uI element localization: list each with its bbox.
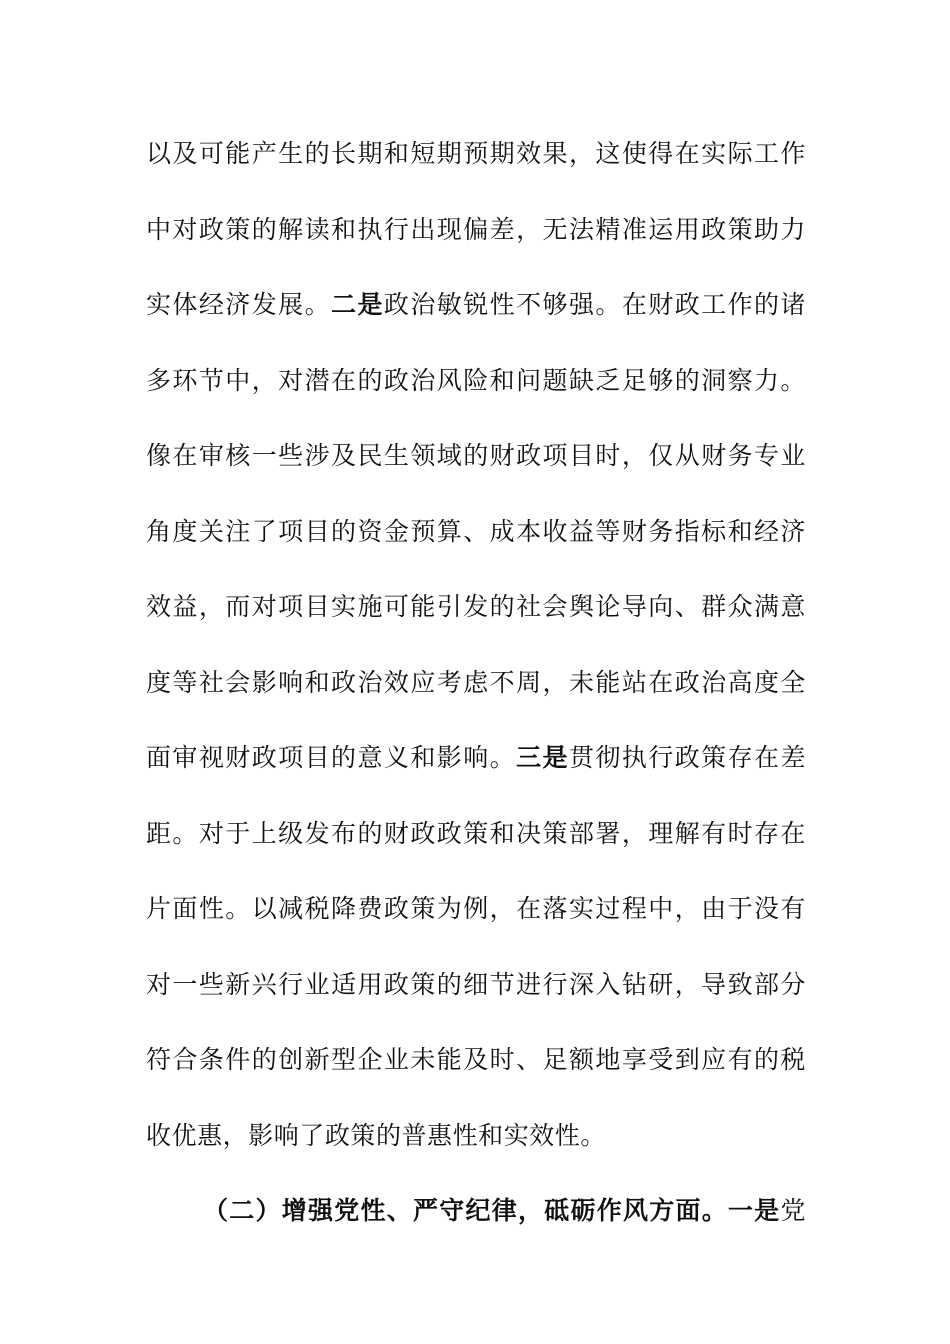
text-line xyxy=(146,585,806,661)
text-line xyxy=(146,434,806,510)
text-run: 实体经济发展。 xyxy=(146,290,332,319)
text-run: 片面性。以减税降费政策为例，在落实过程中，由于没有 xyxy=(146,894,806,923)
text-run: 度等社会影响和政治效应考虑不周，未能站在政治高度全 xyxy=(146,667,806,697)
text-run: 收优惠，影响了政策的普惠性和实效性。 xyxy=(146,1120,606,1150)
text-run: 面审视财政项目的意义和影响。 xyxy=(146,743,517,772)
text-line xyxy=(146,736,806,812)
text-line xyxy=(146,359,806,435)
emphasis-marker: 二是 xyxy=(331,290,384,319)
text-run: 像在审核一些涉及民生领域的财政项目时，仅从财务专业 xyxy=(146,441,806,470)
text-line xyxy=(146,812,806,888)
text-line xyxy=(146,661,806,737)
text-line xyxy=(146,208,806,284)
text-line xyxy=(146,887,806,963)
text-run: 以及可能产生的长期和短期预期效果，这使得在实际工作 xyxy=(146,139,806,168)
section-heading: （二）增强党性、严守纪律，砥砺作风方面。一是 xyxy=(203,1196,781,1225)
text-run: 距。对于上级发布的财政政策和决策部署，理解有时存在 xyxy=(146,818,806,848)
text-line xyxy=(146,1038,806,1114)
emphasis-marker: 三是 xyxy=(516,743,569,772)
section-heading-line xyxy=(146,1189,806,1265)
text-line xyxy=(146,283,806,359)
text-run: 符合条件的创新型企业未能及时、足额地享受到应有的税 xyxy=(146,1045,806,1074)
text-run: 多环节中，对潜在的政治风险和问题缺乏足够的洞察力。 xyxy=(146,365,806,395)
text-line xyxy=(146,510,806,586)
text-run: 中对政策的解读和执行出现偏差，无法精准运用政策助力 xyxy=(146,214,806,244)
text-line xyxy=(146,1114,806,1190)
text-run: 贯彻执行政策存在差 xyxy=(568,743,806,772)
text-run: 党 xyxy=(780,1196,806,1225)
body-text xyxy=(146,132,806,1265)
text-run: 对一些新兴行业适用政策的细节进行深入钻研，导致部分 xyxy=(146,969,806,999)
text-run: 效益，而对项目实施可能引发的社会舆论导向、群众满意 xyxy=(146,592,806,621)
text-run: 政治敏锐性不够强。在财政工作的诸 xyxy=(383,290,806,319)
text-line xyxy=(146,132,806,208)
text-line xyxy=(146,963,806,1039)
text-run: 角度关注了项目的资金预算、成本收益等财务指标和经济 xyxy=(146,516,806,546)
